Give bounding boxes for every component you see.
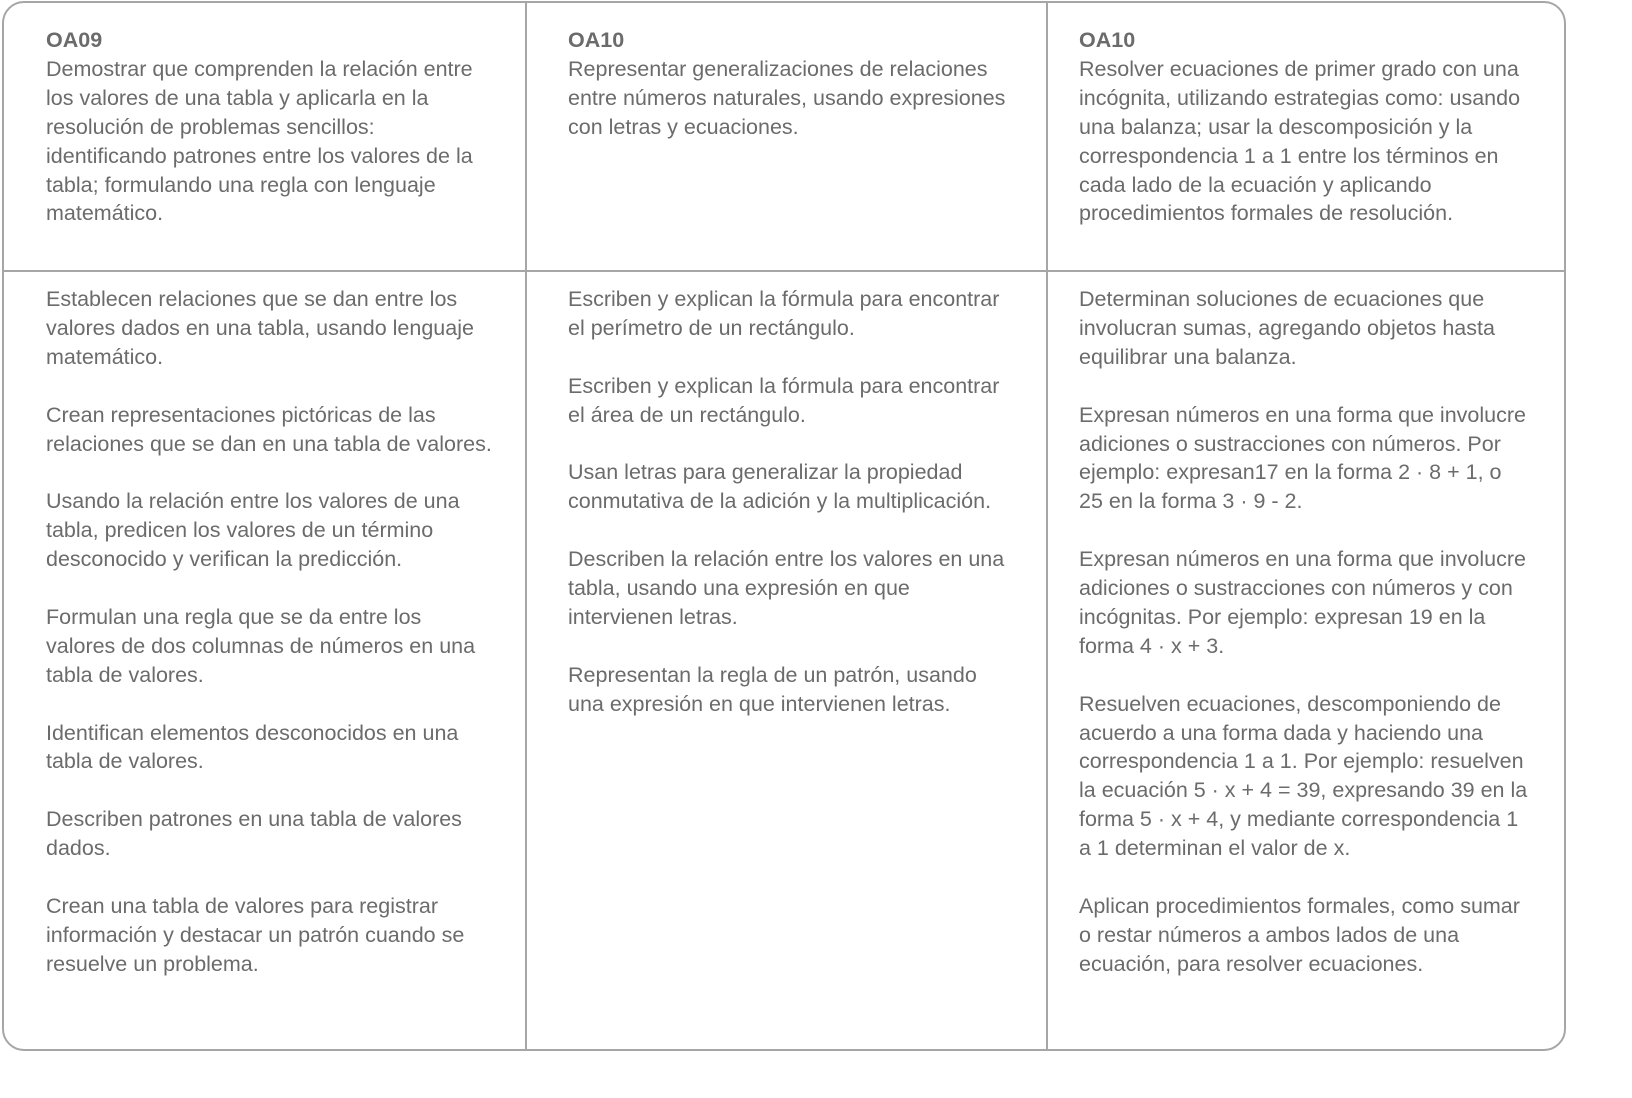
indicator-item: Expresan números en una forma que involucre adiciones o sustracciones con números. Por ejemplo: expresan17 en la forma 2 · 8 + 1, o 25 en la forma 3 · 9 - 2. (1079, 402, 1526, 514)
column-divider-1 (525, 1, 527, 1051)
indicator-item: Establecen relaciones que se dan entre los valores dados en una tabla, usando lenguaje matemático. (46, 287, 474, 369)
indicator-item: Determinan soluciones de ecuaciones que involucran sumas, agregando objetos hasta equilibrar una balanza. (1079, 287, 1495, 369)
indicator-item: Aplican procedimientos formales, como sumar o restar números a ambos lados de una ecuación, para resolver ecuaciones. (1079, 893, 1520, 976)
indicator-item: Describen patrones en una tabla de valores dados. (46, 807, 462, 861)
indicator-item: Usando la relación entre los valores de una tabla, predicen los valores de un término desconocido y verifican la predicción. (46, 489, 460, 572)
objective-cell-oa10-a (568, 26, 1018, 142)
indicator-item: Escriben y explican la fórmula para encontrar el área de un rectángulo. (568, 373, 1000, 427)
indicators-cell-oa10-a (568, 285, 1018, 719)
indicator-item: Crean representaciones pictóricas de las relaciones que se dan en una tabla de valores. (46, 402, 492, 456)
indicator-item: Describen la relación entre los valores en una tabla, usando una expresión en que intervienen letras. (568, 547, 1005, 629)
indicator-item: Usan letras para generalizar la propiedad conmutativa de la adición y la multiplicación. (568, 460, 992, 514)
row-divider (2, 270, 1566, 272)
indicator-item: Resuelven ecuaciones, descomponiendo de acuerdo a una forma dada y haciendo una correspondencia 1 a 1. Por ejemplo: resuelven la ecuación 5 · x + 4 = 39, expresando 39 en la forma 5 · x + 4, y mediante correspondencia 1 a 1 determinan el valor de x. (1079, 691, 1528, 861)
indicator-item: Escriben y explican la fórmula para encontrar el perímetro de un rectángulo. (568, 287, 1000, 340)
column-divider-2 (1046, 1, 1048, 1051)
objective-cell-oa10-b (1079, 26, 1531, 228)
indicator-item: Expresan números en una forma que involucre adiciones o sustracciones con números y con incógnitas. Por ejemplo: expresan 19 en la forma 4 · x + 3. (1079, 547, 1526, 658)
objective-cell-oa09 (46, 26, 496, 228)
indicator-item: Representan la regla de un patrón, usando una expresión en que intervienen letras. (568, 662, 977, 716)
objective-text: Resolver ecuaciones de primer grado con una incógnita, utilizando estrategias como: usando una balanza; usar la descomposición y la correspondencia 1 a 1 entre los términos en cada lado de la ecuación y aplicando procedimientos formales de resolución. (1079, 56, 1521, 226)
indicators-cell-oa09 (46, 285, 496, 979)
indicator-item: Formulan una regla que se da entre los valores de dos columnas de números en una tabla de valores. (46, 604, 476, 687)
objective-code: OA10 (1079, 28, 1136, 52)
indicator-item: Crean una tabla de valores para registrar información y destacar un patrón cuando se resuelve un problema. (46, 893, 465, 976)
objective-code: OA10 (568, 28, 625, 52)
indicator-item: Identifican elementos desconocidos en una tabla de valores. (46, 720, 459, 774)
objective-code: OA09 (46, 28, 103, 52)
indicators-cell-oa10-b (1079, 285, 1531, 979)
objective-text: Representar generalizaciones de relaciones entre números naturales, usando expresiones con letras y ecuaciones. (568, 56, 1006, 139)
objective-text: Demostrar que comprenden la relación entre los valores de una tabla y aplicarla en la resolución de problemas sencillos: identificando patrones entre los valores de la tabla; formulando una regla con lenguaje matemático. (46, 56, 473, 226)
